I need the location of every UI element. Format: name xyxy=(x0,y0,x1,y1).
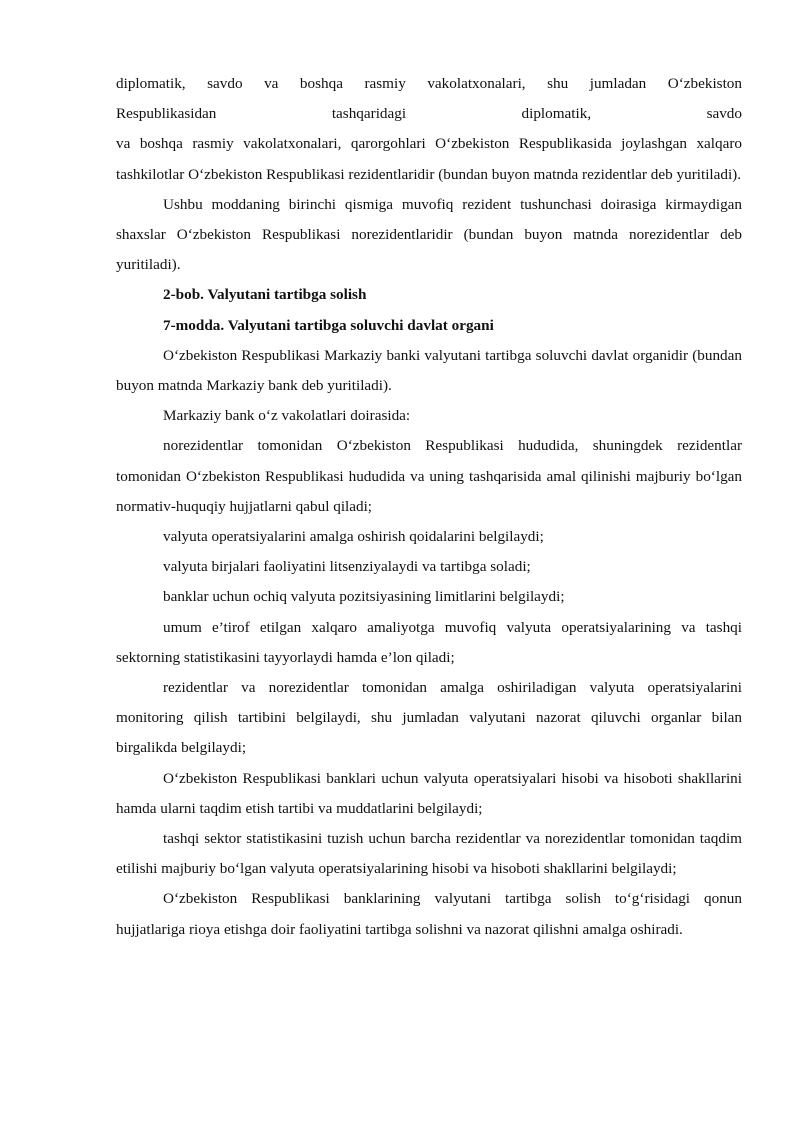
text-line: Respublikasidan tashqaridagi diplomatik, savdo xyxy=(116,105,742,123)
list-item-position-limits: banklar uchun ochiq valyuta pozitsiyasining limitlarini belgilaydi; xyxy=(163,588,565,606)
text-line: diplomatik, savdo va boshqa rasmiy vakolatxonalari, shu jumladan O‘zbekiston xyxy=(116,75,742,92)
article-heading: 7-modda. Valyutani tartibga soluvchi davlat organi xyxy=(163,316,494,334)
list-item-reporting-forms-sector: tashqi sektor statistikasini tuzish uchun barcha rezidentlar va norezidentlar tomonidan taqdim etilishi majburiy bo‘lgan valyuta operatsiyalarining hisobi va hisoboti shakllarini belgilaydi; xyxy=(116,830,742,878)
list-item-reporting-forms-banks: O‘zbekiston Respublikasi banklari uchun valyuta operatsiyalari hisobi va hisoboti shakllarini hamda ularni taqdim etish tartibi va muddatlarini belgilaydi; xyxy=(116,769,742,817)
list-item-normative-acts: norezidentlar tomonidan O‘zbekiston Respublikasi hududida, shuningdek rezidentlar tomonidan O‘zbekiston Respublikasi hududida va uning tashqarisida amal qilinishi majburiy bo‘lgan normativ-huquqiy hujjatlarni qabul qiladi; xyxy=(116,437,742,515)
paragraph-central-bank: O‘zbekiston Respublikasi Markaziy banki valyutani tartibga soluvchi davlat organidir (bundan buyon matnda Markaziy bank deb yuritiladi). xyxy=(116,346,742,395)
paragraph-powers-intro: Markaziy bank o‘z vakolatlari doirasida: xyxy=(163,407,411,425)
list-item-statistics: umum e’tirof etilgan xalqaro amaliyotga muvofiq valyuta operatsiyalarining va tashqi sektorning statistikasini tayyorlaydi hamda e’lon qiladi; xyxy=(116,618,742,666)
text-block: va boshqa rasmiy vakolatxonalari, qarorgohlari O‘zbekiston Respublikasida joylashgan xalqaro tashkilotlar O‘zbekiston Respublikasi rezidentlaridir (bundan buyon matnda rezidentlar deb yuritiladi). xyxy=(116,135,742,183)
paragraph-residents-continued xyxy=(116,69,742,190)
list-item-operation-rules: valyuta operatsiyalarini amalga oshirish qoidalarini belgilaydi; xyxy=(163,528,544,546)
list-item-exchange-licensing: valyuta birjalari faoliyatini litsenziyalaydi va tartibga soladi; xyxy=(163,558,531,576)
chapter-heading: 2-bob. Valyutani tartibga solish xyxy=(163,286,367,304)
document-page xyxy=(116,69,742,945)
paragraph-nonresidents: Ushbu moddaning birinchi qismiga muvofiq rezident tushunchasi doirasiga kirmaydigan shaxslar O‘zbekiston Respublikasi norezidentlaridir (bundan buyon matnda norezidentlar deb yuritiladi). xyxy=(116,195,742,274)
list-item-bank-supervision: O‘zbekiston Respublikasi banklarining valyutani tartibga solish to‘g‘risidagi qonun hujjatlariga rioya etishga doir faoliyatini tartibga solishni va nazorat qilishni amalga oshiradi. xyxy=(116,890,742,938)
list-item-monitoring: rezidentlar va norezidentlar tomonidan amalga oshiriladigan valyuta operatsiyalarini monitoring qilish tartibini belgilaydi, shu jumladan valyutani nazorat qiluvchi organlar bilan birgalikda belgilaydi; xyxy=(116,679,742,757)
